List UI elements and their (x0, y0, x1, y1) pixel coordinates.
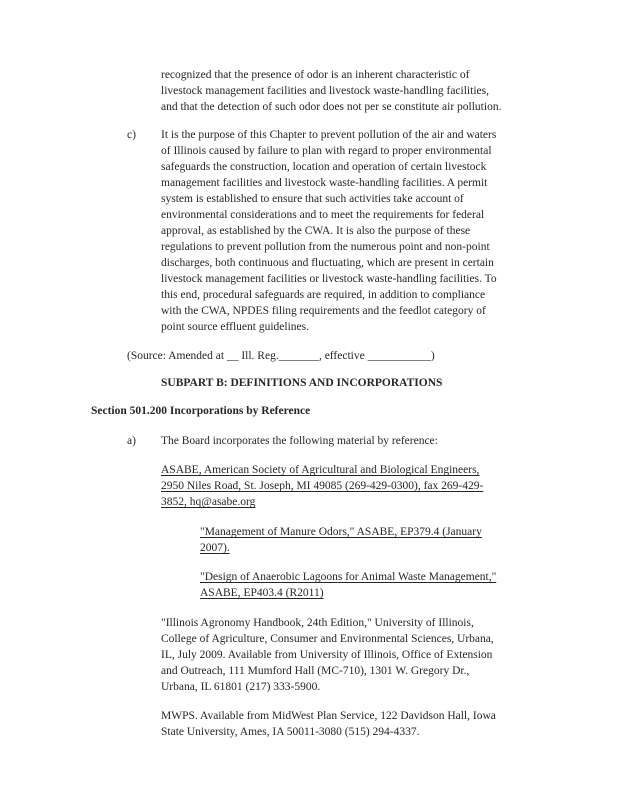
asabe-line: 3852, hq@asabe.org (161, 496, 256, 508)
paragraph-c-line: regulations to prevent pollution from the numerous point and non-point (161, 241, 490, 253)
source-note: (Source: Amended at __ Ill. Reg._______, effective ___________) (127, 350, 435, 362)
ref-odors-line: 2007). (200, 542, 230, 554)
agronomy-line: and Outreach, 111 Mumford Hall (MC-710), 1301 W. Gregory Dr., (161, 665, 470, 677)
agronomy-line: College of Agriculture, Consumer and Environmental Sciences, Urbana, (161, 633, 494, 645)
paragraph-c-line: safeguards the construction, location and operation of certain livestock (161, 161, 487, 173)
paragraph-c-line: It is the purpose of this Chapter to prevent pollution of the air and waters (161, 129, 497, 141)
paragraph-b-line: recognized that the presence of odor is an inherent characteristic of (161, 69, 470, 81)
paragraph-c-line: approval, as established by the CWA. It is also the purpose of these (161, 225, 471, 237)
paragraph-c-label: c) (127, 129, 136, 141)
mwps-line: MWPS. Available from MidWest Plan Service, 122 Davidson Hall, Iowa (161, 710, 496, 722)
paragraph-c-line: point source effluent guidelines. (161, 321, 309, 333)
agronomy-line: IL, July 2009. Available from University of Illinois, Office of Extension (161, 649, 493, 661)
paragraph-c-line: this end, procedural safeguards are required, in addition to compliance (161, 289, 486, 301)
paragraph-c-line: environmental considerations and to meet the requirements for federal (161, 209, 485, 221)
paragraph-c-line: livestock management facilities or livestock waste-handling facilities. To (161, 273, 497, 285)
section-heading: Section 501.200 Incorporations by Reference (91, 405, 311, 417)
subpart-heading: SUBPART B: DEFINITIONS AND INCORPORATIONS (161, 377, 443, 389)
mwps-line: State University, Ames, IA 50011-3080 (515) 294-4337. (161, 726, 420, 738)
agronomy-line: Urbana, IL 61801 (217) 333-5900. (161, 681, 321, 693)
asabe-line: ASABE, American Society of Agricultural and Biological Engineers, (161, 464, 480, 476)
paragraph-b-line: and that the detection of such odor does not per se constitute air pollution. (161, 101, 502, 113)
ref-lagoons-line: "Design of Anaerobic Lagoons for Animal Waste Management," (200, 571, 497, 583)
paragraph-c-line: management facilities and livestock waste-handling facilities. A permit (161, 177, 488, 189)
paragraph-c-line: system is established to ensure that such activities take account of (161, 193, 464, 205)
paragraph-b-line: livestock management facilities and livestock waste-handling facilities, (161, 85, 489, 97)
paragraph-c-line: of Illinois caused by failure to plan with regard to proper environmental (161, 145, 492, 157)
asabe-line: 2950 Niles Road, St. Joseph, MI 49085 (269-429-0300), fax 269-429- (161, 480, 484, 492)
ref-lagoons-line: ASABE, EP403.4 (R2011) (200, 587, 324, 599)
ref-odors-line: "Management of Manure Odors," ASABE, EP379.4 (January (200, 526, 482, 538)
paragraph-c-line: with the CWA, NPDES filing requirements and the feedlot category of (161, 305, 486, 317)
paragraph-a-label: a) (127, 435, 136, 447)
paragraph-c-line: discharges, both continuous and fluctuating, which are present in certain (161, 257, 494, 269)
agronomy-line: "Illinois Agronomy Handbook, 24th Edition," University of Illinois, (161, 617, 474, 629)
paragraph-a-text: The Board incorporates the following material by reference: (161, 435, 438, 447)
